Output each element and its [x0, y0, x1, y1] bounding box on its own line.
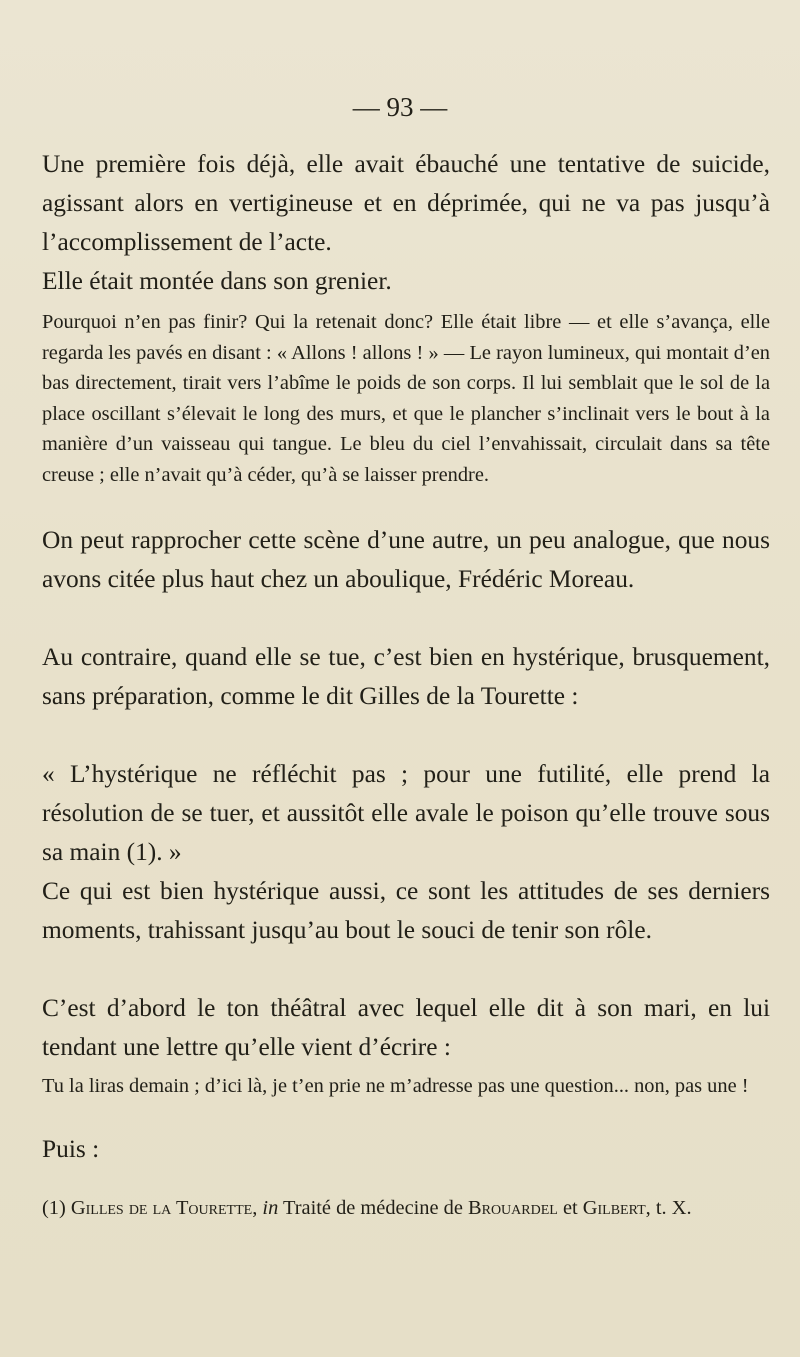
footnote-editor-brouardel: Brouardel — [468, 1197, 558, 1219]
paragraph-text: Au contraire, quand elle se tue, c’est bien en hystérique, brusquement, sans préparation, comme le dit Gilles de la Tourette : — [42, 643, 770, 710]
paragraph-text: Une première fois déjà, elle avait ébauché une tentative de suicide, agissant alors en vertigineuse et en déprimée, qui ne va pas jusqu’à l’accomplissement de l’acte. — [42, 150, 770, 256]
footnote — [42, 1193, 770, 1224]
paragraph-comparison — [42, 521, 770, 599]
paragraph-text: Elle était montée dans son grenier. — [42, 267, 392, 295]
footnote-editor-gilbert: Gilbert, — [582, 1197, 651, 1219]
paragraph-text: Puis : — [42, 1135, 100, 1163]
quotation-text: Tu la liras demain ; d’ici là, je t’en prie ne m’adresse pas une question... non, pas une ! — [42, 1075, 749, 1097]
paragraph-attic — [42, 262, 770, 301]
paragraph-puis — [42, 1130, 770, 1169]
footnote-title: Traité de médecine de — [283, 1197, 463, 1219]
paragraph-text: Ce qui est bien hystérique aussi, ce sont les attitudes de ses derniers moments, trahissant jusqu’au bout le souci de tenir son rôle. — [42, 877, 770, 944]
paragraph-theatrical-tone — [42, 989, 770, 1067]
paragraph-text: C’est d’abord le ton théâtral avec lequel elle dit à son mari, en lui tendant une lettre qu’elle vient d’écrire : — [42, 994, 770, 1061]
quotation-letter — [42, 1071, 770, 1102]
paragraph-first-attempt — [42, 145, 770, 262]
paragraph-tourette-quote — [42, 755, 770, 872]
paragraph-hysteric — [42, 638, 770, 716]
quotation-text: Pourquoi n’en pas finir? Qui la retenait donc? Elle était libre — et elle s’avança, elle regarda les pavés en disant : « Allons ! allons ! » — Le rayon lumineux, qui montait d’en bas directement, tirait vers l’abîme le poids de son corps. Il lui semblait que le sol de la place oscillant s’élevait le long des murs, et que le plancher s’inclinait vers le bout à la manière d’un vaisseau qui tangue. Le bleu du ciel l’envahissait, circulait dans sa tête creuse ; elle n’avait qu’à céder, qu’à se laisser prendre. — [42, 311, 770, 486]
paragraph-text: « L’hystérique ne réfléchit pas ; pour une futilité, elle prend la résolution de se tuer, et aussitôt elle avale le poison qu’elle trouve sous sa main (1). » — [42, 760, 770, 866]
footnote-author: Gilles de la Tourette, — [70, 1197, 258, 1219]
footnote-and: et — [562, 1197, 578, 1219]
footnote-marker: (1) — [42, 1197, 66, 1219]
footnote-volume: t. X. — [655, 1197, 692, 1219]
page-number: — 93 — — [352, 92, 448, 122]
paragraph-attitudes — [42, 872, 770, 950]
footnote-in: in — [262, 1197, 279, 1219]
paragraph-text: On peut rapprocher cette scène d’une autre, un peu analogue, que nous avons citée plus haut chez un aboulique, Frédéric Moreau. — [42, 526, 770, 593]
quotation-attic-scene — [42, 307, 770, 491]
